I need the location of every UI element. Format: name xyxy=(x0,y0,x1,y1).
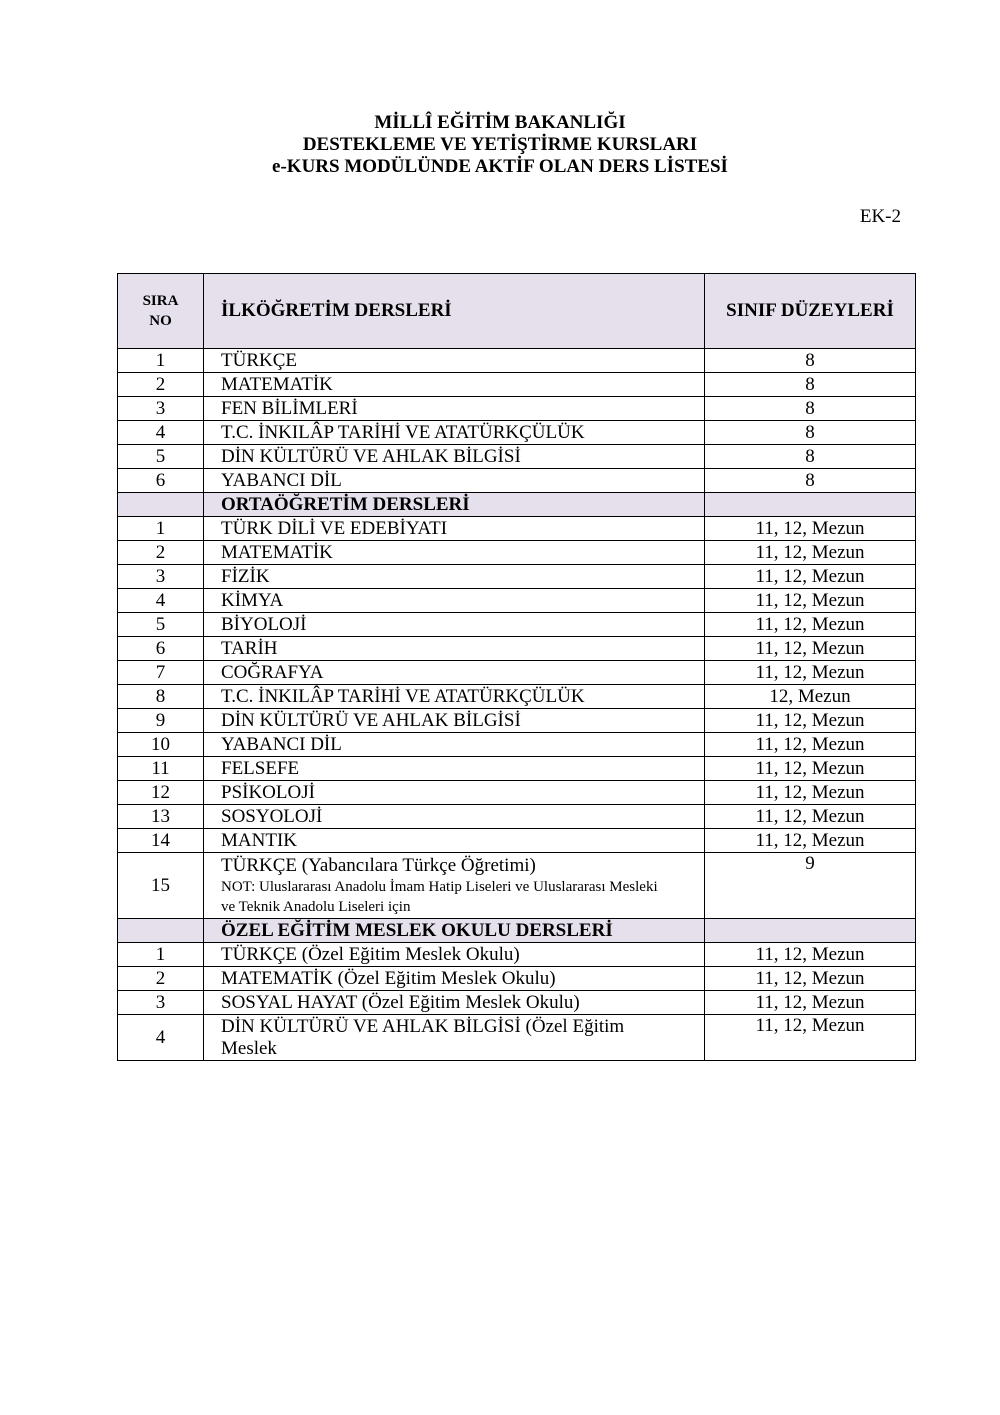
grade-level: 11, 12, Mezun xyxy=(705,967,916,991)
course-name: YABANCI DİL xyxy=(204,733,705,757)
course-name: KİMYA xyxy=(204,589,705,613)
table-row xyxy=(118,829,916,853)
row-number: 4 xyxy=(118,589,204,613)
ministry-name: MİLLÎ EĞİTİM BAKANLIĞI xyxy=(374,112,626,133)
course-name: DİN KÜLTÜRÜ VE AHLAK BİLGİSİ xyxy=(204,709,705,733)
grade-level: 11, 12, Mezun xyxy=(705,757,916,781)
grade-level: 9 xyxy=(705,853,916,919)
grade-level: 11, 12, Mezun xyxy=(705,565,916,589)
row-number: 2 xyxy=(118,967,204,991)
table-row xyxy=(118,469,916,493)
section-header-ortaogretim xyxy=(118,493,916,517)
course-name xyxy=(204,1015,705,1061)
row-number: 1 xyxy=(118,349,204,373)
grade-level: 11, 12, Mezun xyxy=(705,517,916,541)
course-name: MANTIK xyxy=(204,829,705,853)
row-number: 3 xyxy=(118,565,204,589)
grade-level: 11, 12, Mezun xyxy=(705,589,916,613)
row-number: 2 xyxy=(118,373,204,397)
table-row xyxy=(118,517,916,541)
course-name-with-note xyxy=(204,853,705,919)
row-number: 7 xyxy=(118,661,204,685)
grade-level: 8 xyxy=(705,397,916,421)
course-name: TÜRKÇE (Özel Eğitim Meslek Okulu) xyxy=(204,943,705,967)
row-number: 6 xyxy=(118,637,204,661)
grade-level: 8 xyxy=(705,421,916,445)
course-name: FELSEFE xyxy=(204,757,705,781)
grade-level: 11, 12, Mezun xyxy=(705,781,916,805)
course-name: COĞRAFYA xyxy=(204,661,705,685)
column-header-ilkogretim: İLKÖĞRETİM DERSLERİ xyxy=(204,274,705,349)
table-row xyxy=(118,781,916,805)
row-number: 9 xyxy=(118,709,204,733)
grade-level: 11, 12, Mezun xyxy=(705,733,916,757)
table-body xyxy=(118,349,916,1061)
row-number: 6 xyxy=(118,469,204,493)
table-row xyxy=(118,709,916,733)
grade-level: 11, 12, Mezun xyxy=(705,613,916,637)
course-note: NOT: Uluslararası Anadolu İmam Hatip Liseleri ve Uluslararası Mesleki ve Teknik Anadolu Liseleri için xyxy=(221,878,658,915)
column-header-no-line2: NO xyxy=(149,313,172,329)
column-header-grade-levels: SINIF DÜZEYLERİ xyxy=(705,274,916,349)
table-row xyxy=(118,967,916,991)
table-row xyxy=(118,805,916,829)
course-name: MATEMATİK xyxy=(204,373,705,397)
course-table xyxy=(117,273,916,1061)
table-row xyxy=(118,943,916,967)
row-number: 10 xyxy=(118,733,204,757)
row-number: 1 xyxy=(118,943,204,967)
row-number: 4 xyxy=(118,421,204,445)
grade-level: 11, 12, Mezun xyxy=(705,661,916,685)
table-row xyxy=(118,589,916,613)
row-number: 5 xyxy=(118,445,204,469)
table-row xyxy=(118,541,916,565)
grade-level: 11, 12, Mezun xyxy=(705,829,916,853)
row-number: 14 xyxy=(118,829,204,853)
course-name: DİN KÜLTÜRÜ VE AHLAK BİLGİSİ xyxy=(204,445,705,469)
section-title: ORTAÖĞRETİM DERSLERİ xyxy=(204,493,705,517)
table-row xyxy=(118,373,916,397)
course-name: T.C. İNKILÂP TARİHİ VE ATATÜRKÇÜLÜK xyxy=(204,685,705,709)
table-row xyxy=(118,991,916,1015)
row-number: 8 xyxy=(118,685,204,709)
table-row xyxy=(118,613,916,637)
course-name: SOSYOLOJİ xyxy=(204,805,705,829)
course-name: MATEMATİK xyxy=(204,541,705,565)
course-name: TÜRKÇE xyxy=(204,349,705,373)
column-header-no-line1: SIRA xyxy=(142,293,179,309)
table-row xyxy=(118,853,916,919)
table-row xyxy=(118,445,916,469)
row-number: 11 xyxy=(118,757,204,781)
grade-level: 11, 12, Mezun xyxy=(705,709,916,733)
table-row xyxy=(118,637,916,661)
grade-level: 8 xyxy=(705,445,916,469)
grade-level: 8 xyxy=(705,373,916,397)
grade-level: 12, Mezun xyxy=(705,685,916,709)
row-number: 3 xyxy=(118,991,204,1015)
course-name: TÜRK DİLİ VE EDEBİYATI xyxy=(204,517,705,541)
grade-level: 11, 12, Mezun xyxy=(705,943,916,967)
row-number: 13 xyxy=(118,805,204,829)
course-name: YABANCI DİL xyxy=(204,469,705,493)
column-header-no xyxy=(118,274,204,349)
course-name: TARİH xyxy=(204,637,705,661)
table-row xyxy=(118,661,916,685)
row-number: 4 xyxy=(118,1015,204,1061)
program-name: DESTEKLEME VE YETİŞTİRME KURSLARI xyxy=(302,134,698,155)
grade-level: 11, 12, Mezun xyxy=(705,637,916,661)
course-name: FEN BİLİMLERİ xyxy=(204,397,705,421)
section-title: ÖZEL EĞİTİM MESLEK OKULU DERSLERİ xyxy=(204,919,705,943)
grade-level: 11, 12, Mezun xyxy=(705,805,916,829)
grade-level: 8 xyxy=(705,349,916,373)
grade-level: 11, 12, Mezun xyxy=(705,1015,916,1061)
grade-level: 8 xyxy=(705,469,916,493)
course-name: PSİKOLOJİ xyxy=(204,781,705,805)
annex-label: EK-2 xyxy=(859,206,901,227)
table-row xyxy=(118,757,916,781)
document-title xyxy=(0,112,1000,178)
table-row xyxy=(118,733,916,757)
table-row xyxy=(118,421,916,445)
list-title: e-KURS MODÜLÜNDE AKTİF OLAN DERS LİSTESİ xyxy=(272,156,728,177)
section-header-ozel-egitim xyxy=(118,919,916,943)
table-header-row xyxy=(118,274,916,349)
grade-level: 11, 12, Mezun xyxy=(705,991,916,1015)
table-row xyxy=(118,685,916,709)
grade-level: 11, 12, Mezun xyxy=(705,541,916,565)
course-name: MATEMATİK (Özel Eğitim Meslek Okulu) xyxy=(204,967,705,991)
course-name-text: DİN KÜLTÜRÜ VE AHLAK BİLGİSİ (Özel Eğitim Meslek xyxy=(221,1015,625,1059)
row-number: 5 xyxy=(118,613,204,637)
row-number: 12 xyxy=(118,781,204,805)
row-number: 3 xyxy=(118,397,204,421)
table-row xyxy=(118,1015,916,1061)
table-row xyxy=(118,397,916,421)
table-row xyxy=(118,565,916,589)
course-name: TÜRKÇE (Yabancılara Türkçe Öğretimi) xyxy=(221,854,536,876)
course-name: T.C. İNKILÂP TARİHİ VE ATATÜRKÇÜLÜK xyxy=(204,421,705,445)
row-number: 15 xyxy=(118,853,204,919)
row-number: 1 xyxy=(118,517,204,541)
row-number: 2 xyxy=(118,541,204,565)
course-name: BİYOLOJİ xyxy=(204,613,705,637)
course-name: SOSYAL HAYAT (Özel Eğitim Meslek Okulu) xyxy=(204,991,705,1015)
table-row xyxy=(118,349,916,373)
course-name: FİZİK xyxy=(204,565,705,589)
